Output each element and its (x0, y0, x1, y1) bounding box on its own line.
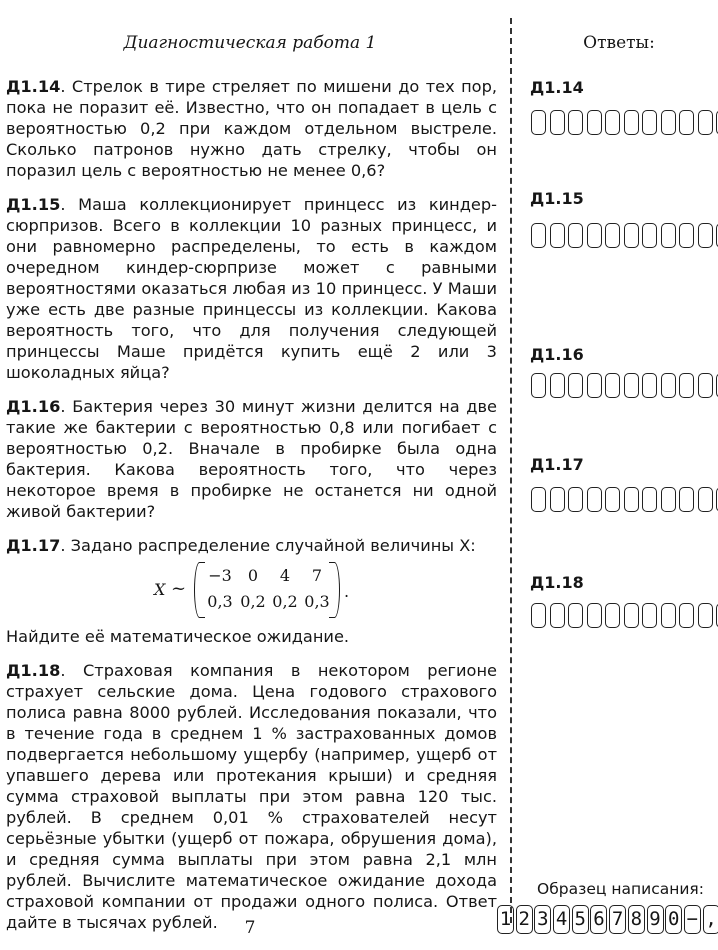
answer-digit-box[interactable] (550, 373, 565, 398)
sample-writing-label: Образец написания: (537, 880, 704, 898)
answer-digit-box[interactable] (587, 373, 602, 398)
sample-char-box: 2 (516, 905, 533, 934)
answer-digit-box[interactable] (550, 110, 565, 135)
problem-d1-16: Д1.16. Бактерия через 30 минут жизни делится на две такие же бактерии с вероятностью 0,8 или погибает с вероятностью 0,2. Вначале в пробирке была одна бактерия. Какова вероятность того, что через некоторое время в пробирке не останется ни одной живой бактерии? (6, 397, 498, 521)
answer-digit-box[interactable] (587, 603, 602, 628)
running-header: Диагностическая работа 1 (123, 33, 377, 53)
answer-digit-box[interactable] (605, 487, 620, 512)
problem-number: Д1.16 (6, 397, 61, 416)
answer-digit-box[interactable] (531, 487, 546, 512)
answer-digit-box[interactable] (698, 603, 713, 628)
page-number: 7 (244, 918, 256, 938)
answer-digit-box[interactable] (624, 487, 639, 512)
answer-digit-box[interactable] (605, 603, 620, 628)
value-cell: 7 (311, 566, 323, 585)
answer-digit-box[interactable] (550, 487, 565, 512)
answer-digit-box[interactable] (531, 110, 546, 135)
answer-digit-box[interactable] (661, 603, 676, 628)
answer-boxes-d1-17[interactable] (531, 487, 718, 515)
answer-digit-box[interactable] (661, 110, 676, 135)
problem-d1-17-question (6, 626, 497, 647)
answer-digit-box[interactable] (698, 487, 713, 512)
answer-digit-box[interactable] (587, 487, 602, 512)
answer-digit-box[interactable] (624, 373, 639, 398)
answer-digit-box[interactable] (698, 373, 713, 398)
answer-digit-box[interactable] (550, 603, 565, 628)
answer-digit-box[interactable] (624, 603, 639, 628)
problem-number: Д1.14 (6, 77, 61, 96)
sample-char-box: 1 (497, 905, 514, 934)
probability-cell: 0,3 (304, 592, 330, 611)
answer-digit-box[interactable] (587, 110, 602, 135)
problem-number: Д1.18 (6, 661, 61, 680)
answer-digit-box[interactable] (679, 487, 694, 512)
answer-boxes-d1-16[interactable] (531, 373, 718, 401)
answer-digit-box[interactable] (531, 603, 546, 628)
sample-char-box: 4 (553, 905, 570, 934)
value-cell: −3 (208, 566, 232, 585)
sample-char-box: 6 (590, 905, 607, 934)
answer-digit-box[interactable] (531, 223, 546, 248)
random-variable: X (154, 580, 166, 599)
problem-number: Д1.17 (6, 536, 61, 555)
answer-label-d1-15: Д1.15 (530, 189, 584, 208)
answer-digit-box[interactable] (661, 223, 676, 248)
answer-label-d1-14: Д1.14 (530, 78, 584, 97)
problems-column (6, 76, 497, 946)
answer-digit-box[interactable] (679, 223, 694, 248)
value-cell: 4 (279, 566, 291, 585)
answer-label-d1-17: Д1.17 (530, 455, 584, 474)
sample-char-box: 3 (534, 905, 551, 934)
sample-char-box: 5 (572, 905, 589, 934)
answer-boxes-d1-14[interactable] (531, 110, 718, 138)
answer-digit-box[interactable] (568, 110, 583, 135)
cut-line-divider (510, 18, 512, 923)
answer-digit-box[interactable] (624, 223, 639, 248)
answer-digit-box[interactable] (679, 603, 694, 628)
answer-digit-box[interactable] (568, 373, 583, 398)
answer-digit-box[interactable] (568, 223, 583, 248)
sample-char-box: , (703, 905, 718, 934)
answer-digit-box[interactable] (642, 223, 657, 248)
answer-digit-box[interactable] (642, 487, 657, 512)
problem-text: Страховая компания в некотором регионе страхует сельские дома. Цена годового страхового полиса равна 8000 рублей. Исследования показали, что в течение года в среднем 1 % застрахованных домов подвергается небольшому ущербу (например, ущерб от упавшего дерева или протекания крыши) и средняя сумма страховой выплаты при этом равна 120 тыс. рублей. В среднем 0,01 % страхователей несут серьёзные убытки (ущерб от пожара, обрушения дома), и средняя сумма выплаты при этом равна 2,1 млн рублей. Вычислите математическое ожидание дохода страховой компании от продажи одного полиса. Ответ дайте в тысячах рублей. (6, 661, 497, 932)
probability-cell: 0,2 (272, 592, 298, 611)
answer-digit-box[interactable] (642, 373, 657, 398)
probability-cell: 0,2 (240, 592, 266, 611)
problem-d1-14: Д1.14. Стрелок в тире стреляет по мишени до тех пор, пока не поразит её. Известно, что он попадает в цель с вероятностью 0,2 при каждом отдельном выстреле. Сколько патронов нужно дать стрелку, чтобы он поразил цель с вероятностью не менее 0,6? (6, 77, 497, 180)
answer-digit-box[interactable] (587, 223, 602, 248)
problem-d1-17: Д1.17. Задано распределение случайной величины X: (6, 536, 476, 555)
formula-terminator: . (344, 582, 350, 601)
answer-boxes-d1-15[interactable] (531, 223, 718, 251)
answer-digit-box[interactable] (679, 110, 694, 135)
answer-digit-box[interactable] (605, 110, 620, 135)
problem-text: Задано распределение случайной величины X: (70, 536, 476, 555)
answer-digit-box[interactable] (642, 603, 657, 628)
problem-number: Д1.15 (6, 195, 61, 214)
answer-boxes-d1-18[interactable] (531, 603, 718, 631)
distribution-formula (6, 562, 497, 620)
right-parenthesis (329, 562, 340, 618)
sample-char-box: 0 (665, 905, 682, 934)
answer-digit-box[interactable] (550, 223, 565, 248)
answer-digit-box[interactable] (568, 487, 583, 512)
problem-d1-18: Д1.18. Страховая компания в некотором регионе страхует сельские дома. Цена годового страхового полиса равна 8000 рублей. Исследования показали, что в течение года в среднем 1 % застрахованных домов подвергается небольшому ущербу (например, ущерб от упавшего дерева или протекания крыши) и средняя сумма страховой выплаты при этом равна 120 тыс. рублей. В среднем 0,01 % страхователей несут серьёзные убытки (ущерб от пожара, обрушения дома), и средняя сумма выплаты при этом равна 2,1 млн рублей. Вычислите математическое ожидание дохода страховой компании от продажи одного полиса. Ответ дайте в тысячах рублей. (6, 661, 497, 932)
answer-label-d1-18: Д1.18 (530, 573, 584, 592)
answer-digit-box[interactable] (624, 110, 639, 135)
answer-digit-box[interactable] (605, 223, 620, 248)
problem-text: Маша коллекционирует принцесс из киндер-сюрпризов. Всего в коллекции 10 разных принцесс, и они равномерно распределены, то есть в каждом очередном киндер-сюрпризе может с равными вероятностями оказаться любая из 10 принцесс. У Маши уже есть две разные принцессы из коллекции. Какова вероятность того, что для получения следующей принцессы Маше придётся купить ещё 2 или 3 шоколадных яйца? (6, 195, 498, 382)
distribution-relation: ~ (171, 578, 187, 599)
probability-cell: 0,3 (207, 592, 233, 611)
answer-label-d1-16: Д1.16 (530, 345, 584, 364)
answer-digit-box[interactable] (642, 110, 657, 135)
sample-char-box: 7 (609, 905, 626, 934)
answer-digit-box[interactable] (661, 373, 676, 398)
answer-digit-box[interactable] (531, 373, 546, 398)
answer-digit-box[interactable] (698, 110, 713, 135)
problem-text: Найдите её математическое ожидание. (6, 627, 350, 646)
problem-text: Стрелок в тире стреляет по мишени до тех пор, пока не поразит её. Известно, что он попадает в цель с вероятностью 0,2 при каждом отдельном выстреле. Сколько патронов нужно дать стрелку, чтобы он поразил цель с вероятностью не менее 0,6? (6, 77, 497, 180)
problem-d1-15: Д1.15. Маша коллекционирует принцесс из киндер-сюрпризов. Всего в коллекции 10 разных принцесс, и они равномерно распределены, то есть в каждом очередном киндер-сюрпризе может с равными вероятностями оказаться любая из 10 принцесс. У Маши уже есть две разные принцессы из коллекции. Какова вероятность того, что для получения следующей принцессы Маше придётся купить ещё 2 или 3 шоколадных яйца? (6, 195, 498, 382)
answer-digit-box[interactable] (698, 223, 713, 248)
sample-writing-row (497, 905, 718, 934)
sample-char-box: 8 (628, 905, 645, 934)
answer-digit-box[interactable] (679, 373, 694, 398)
value-cell: 0 (247, 566, 259, 585)
answer-digit-box[interactable] (605, 373, 620, 398)
answer-digit-box[interactable] (661, 487, 676, 512)
sample-char-box: − (684, 905, 701, 934)
problem-text: Бактерия через 30 минут жизни делится на две такие же бактерии с вероятностью 0,8 или погибает с вероятностью 0,2. Вначале в пробирке была одна бактерия. Какова вероятность того, что через некоторое время в пробирке не останется ни одной живой бактерии? (6, 397, 498, 521)
answer-digit-box[interactable] (568, 603, 583, 628)
answers-title: Ответы: (583, 33, 655, 53)
sample-char-box: 9 (647, 905, 664, 934)
